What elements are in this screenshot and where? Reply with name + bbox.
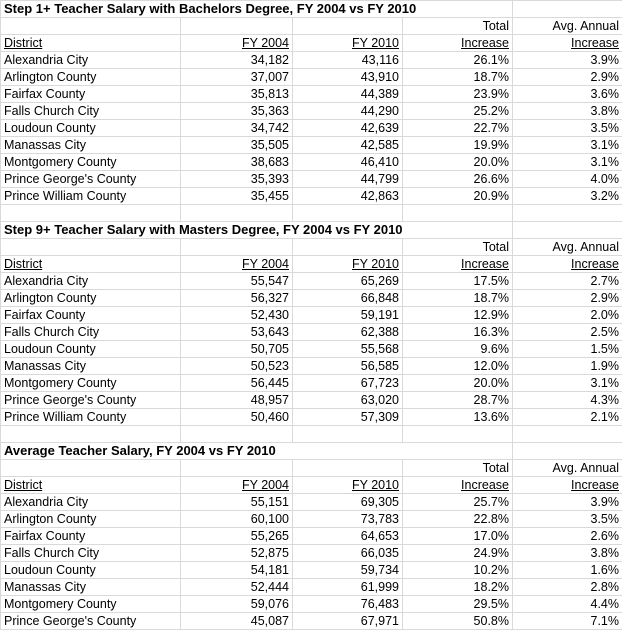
table-row xyxy=(1,358,622,375)
avg-increase-header[interactable]: Increase xyxy=(513,477,622,494)
fy2004-cell[interactable]: 34,182 xyxy=(181,52,293,69)
empty-cell[interactable] xyxy=(403,426,513,443)
fy2004-header[interactable]: FY 2004 xyxy=(181,35,293,52)
header-top-row xyxy=(1,239,622,256)
district-cell[interactable]: Alexandria City xyxy=(1,52,181,69)
avg-increase-cell[interactable]: 4.0% xyxy=(513,171,622,188)
fy2010-cell[interactable]: 46,410 xyxy=(293,154,403,171)
fy2010-cell[interactable]: 42,863 xyxy=(293,188,403,205)
header-top-row xyxy=(1,18,622,35)
district-cell[interactable]: Montgomery County xyxy=(1,375,181,392)
increase-cell[interactable]: 10.2% xyxy=(403,562,513,579)
table-row xyxy=(1,52,622,69)
fy2004-header[interactable]: FY 2004 xyxy=(181,256,293,273)
empty-cell[interactable] xyxy=(181,18,293,35)
increase-cell[interactable]: 20.0% xyxy=(403,375,513,392)
district-header[interactable]: District xyxy=(1,256,181,273)
empty-cell[interactable] xyxy=(293,18,403,35)
district-cell[interactable]: Manassas City xyxy=(1,579,181,596)
column-header-row xyxy=(1,477,622,494)
avg-increase-cell[interactable]: 4.4% xyxy=(513,596,622,613)
table-row xyxy=(1,86,622,103)
fy2010-cell[interactable]: 57,309 xyxy=(293,409,403,426)
district-cell[interactable]: Montgomery County xyxy=(1,596,181,613)
fy2004-cell[interactable]: 48,957 xyxy=(181,392,293,409)
fy2010-cell[interactable]: 61,999 xyxy=(293,579,403,596)
table-row xyxy=(1,290,622,307)
fy2010-cell[interactable]: 56,585 xyxy=(293,358,403,375)
increase-cell[interactable]: 18.7% xyxy=(403,290,513,307)
increase-cell[interactable]: 12.0% xyxy=(403,358,513,375)
increase-cell[interactable]: 25.7% xyxy=(403,494,513,511)
avg-increase-header[interactable]: Increase xyxy=(513,35,622,52)
district-cell[interactable]: Arlington County xyxy=(1,69,181,86)
district-cell[interactable]: Manassas City xyxy=(1,137,181,154)
empty-cell[interactable] xyxy=(513,443,622,460)
empty-cell[interactable] xyxy=(293,205,403,222)
fy2004-cell[interactable]: 56,327 xyxy=(181,290,293,307)
empty-cell[interactable] xyxy=(181,205,293,222)
empty-cell[interactable] xyxy=(513,222,622,239)
fy2010-cell[interactable]: 44,290 xyxy=(293,103,403,120)
table-row xyxy=(1,103,622,120)
empty-cell[interactable] xyxy=(1,460,181,477)
table-row xyxy=(1,171,622,188)
increase-header[interactable]: Increase xyxy=(403,35,513,52)
district-cell[interactable]: Fairfax County xyxy=(1,528,181,545)
avg-annual-label[interactable]: Avg. Annual xyxy=(513,18,622,35)
avg-increase-cell[interactable]: 3.2% xyxy=(513,188,622,205)
empty-cell[interactable] xyxy=(181,426,293,443)
district-cell[interactable]: Loudoun County xyxy=(1,341,181,358)
fy2004-cell[interactable]: 35,393 xyxy=(181,171,293,188)
avg-increase-cell[interactable]: 2.5% xyxy=(513,324,622,341)
avg-increase-cell[interactable]: 3.9% xyxy=(513,494,622,511)
avg-increase-cell[interactable]: 3.8% xyxy=(513,103,622,120)
fy2004-cell[interactable]: 56,445 xyxy=(181,375,293,392)
fy2004-cell[interactable]: 35,813 xyxy=(181,86,293,103)
column-header-row xyxy=(1,35,622,52)
table-row xyxy=(1,307,622,324)
empty-cell[interactable] xyxy=(181,460,293,477)
header-top-row xyxy=(1,460,622,477)
increase-header[interactable]: Increase xyxy=(403,256,513,273)
empty-cell[interactable] xyxy=(1,426,181,443)
fy2004-cell[interactable]: 55,151 xyxy=(181,494,293,511)
total-label[interactable]: Total xyxy=(403,239,513,256)
increase-cell[interactable]: 22.8% xyxy=(403,511,513,528)
increase-cell[interactable]: 9.6% xyxy=(403,341,513,358)
avg-increase-cell[interactable]: 3.5% xyxy=(513,120,622,137)
increase-cell[interactable]: 28.7% xyxy=(403,392,513,409)
fy2010-cell[interactable]: 62,388 xyxy=(293,324,403,341)
increase-cell[interactable]: 23.9% xyxy=(403,86,513,103)
table-row xyxy=(1,120,622,137)
fy2004-cell[interactable]: 50,460 xyxy=(181,409,293,426)
table-row xyxy=(1,341,622,358)
blank-row xyxy=(1,205,622,222)
district-cell[interactable]: Loudoun County xyxy=(1,120,181,137)
fy2010-header[interactable]: FY 2010 xyxy=(293,35,403,52)
fy2004-cell[interactable]: 35,363 xyxy=(181,103,293,120)
increase-cell[interactable]: 18.7% xyxy=(403,69,513,86)
increase-cell[interactable]: 22.7% xyxy=(403,120,513,137)
column-header-row xyxy=(1,256,622,273)
fy2004-cell[interactable]: 60,100 xyxy=(181,511,293,528)
fy2004-cell[interactable]: 53,643 xyxy=(181,324,293,341)
spreadsheet-body xyxy=(1,1,622,630)
fy2004-cell[interactable]: 35,455 xyxy=(181,188,293,205)
table-row xyxy=(1,545,622,562)
increase-cell[interactable]: 16.3% xyxy=(403,324,513,341)
empty-cell[interactable] xyxy=(293,460,403,477)
table-row xyxy=(1,69,622,86)
fy2004-cell[interactable]: 38,683 xyxy=(181,154,293,171)
district-cell[interactable]: Prince George's County xyxy=(1,171,181,188)
avg-increase-cell[interactable]: 3.6% xyxy=(513,86,622,103)
avg-annual-label[interactable]: Avg. Annual xyxy=(513,460,622,477)
section-title-row xyxy=(1,1,622,18)
increase-header[interactable]: Increase xyxy=(403,477,513,494)
increase-cell[interactable]: 20.9% xyxy=(403,188,513,205)
empty-cell[interactable] xyxy=(403,205,513,222)
district-cell[interactable]: Prince George's County xyxy=(1,392,181,409)
district-cell[interactable]: Alexandria City xyxy=(1,273,181,290)
total-label[interactable]: Total xyxy=(403,460,513,477)
empty-cell[interactable] xyxy=(513,426,622,443)
fy2010-cell[interactable]: 66,848 xyxy=(293,290,403,307)
empty-cell[interactable] xyxy=(1,18,181,35)
table-row xyxy=(1,137,622,154)
fy2004-cell[interactable]: 54,181 xyxy=(181,562,293,579)
fy2010-cell[interactable]: 42,639 xyxy=(293,120,403,137)
avg-annual-label[interactable]: Avg. Annual xyxy=(513,239,622,256)
fy2010-cell[interactable]: 64,653 xyxy=(293,528,403,545)
fy2010-cell[interactable]: 73,783 xyxy=(293,511,403,528)
fy2004-cell[interactable]: 59,076 xyxy=(181,596,293,613)
empty-cell[interactable] xyxy=(293,426,403,443)
avg-increase-cell[interactable]: 2.6% xyxy=(513,528,622,545)
district-header[interactable]: District xyxy=(1,35,181,52)
section-title-row xyxy=(1,443,622,460)
fy2010-cell[interactable]: 59,191 xyxy=(293,307,403,324)
table-row xyxy=(1,579,622,596)
avg-increase-cell[interactable]: 2.9% xyxy=(513,290,622,307)
empty-cell[interactable] xyxy=(181,239,293,256)
table-row xyxy=(1,409,622,426)
fy2010-cell[interactable]: 66,035 xyxy=(293,545,403,562)
avg-increase-cell[interactable]: 2.0% xyxy=(513,307,622,324)
fy2004-cell[interactable]: 52,430 xyxy=(181,307,293,324)
table-row xyxy=(1,154,622,171)
empty-cell[interactable] xyxy=(513,1,622,18)
fy2010-cell[interactable]: 63,020 xyxy=(293,392,403,409)
district-cell[interactable]: Montgomery County xyxy=(1,154,181,171)
fy2010-cell[interactable]: 55,568 xyxy=(293,341,403,358)
fy2010-cell[interactable]: 65,269 xyxy=(293,273,403,290)
district-cell[interactable]: Arlington County xyxy=(1,511,181,528)
district-cell[interactable]: Prince William County xyxy=(1,409,181,426)
table-row xyxy=(1,375,622,392)
avg-increase-cell[interactable]: 3.1% xyxy=(513,137,622,154)
empty-cell[interactable] xyxy=(1,205,181,222)
blank-row xyxy=(1,426,622,443)
increase-cell[interactable]: 18.2% xyxy=(403,579,513,596)
fy2004-cell[interactable]: 55,547 xyxy=(181,273,293,290)
avg-increase-cell[interactable]: 2.9% xyxy=(513,69,622,86)
fy2010-cell[interactable]: 44,389 xyxy=(293,86,403,103)
fy2004-cell[interactable]: 52,875 xyxy=(181,545,293,562)
avg-increase-cell[interactable]: 2.8% xyxy=(513,579,622,596)
district-cell[interactable]: Falls Church City xyxy=(1,103,181,120)
empty-cell[interactable] xyxy=(1,239,181,256)
increase-cell[interactable]: 26.6% xyxy=(403,171,513,188)
fy2010-cell[interactable]: 59,734 xyxy=(293,562,403,579)
fy2010-header[interactable]: FY 2010 xyxy=(293,477,403,494)
empty-cell[interactable] xyxy=(293,239,403,256)
avg-increase-cell[interactable]: 1.9% xyxy=(513,358,622,375)
total-label[interactable]: Total xyxy=(403,18,513,35)
section-title[interactable]: Step 1+ Teacher Salary with Bachelors Degree, FY 2004 vs FY 2010 xyxy=(1,1,513,18)
table-row xyxy=(1,596,622,613)
table-row xyxy=(1,324,622,341)
increase-cell[interactable]: 29.5% xyxy=(403,596,513,613)
increase-cell[interactable]: 17.0% xyxy=(403,528,513,545)
section-title-row xyxy=(1,222,622,239)
district-cell[interactable]: Fairfax County xyxy=(1,307,181,324)
table-row xyxy=(1,613,622,630)
fy2004-header[interactable]: FY 2004 xyxy=(181,477,293,494)
increase-cell[interactable]: 20.0% xyxy=(403,154,513,171)
fy2010-cell[interactable]: 43,116 xyxy=(293,52,403,69)
fy2004-cell[interactable]: 50,705 xyxy=(181,341,293,358)
fy2010-cell[interactable]: 69,305 xyxy=(293,494,403,511)
fy2010-cell[interactable]: 43,910 xyxy=(293,69,403,86)
section-title[interactable]: Average Teacher Salary, FY 2004 vs FY 2010 xyxy=(1,443,513,460)
avg-increase-cell[interactable]: 3.5% xyxy=(513,511,622,528)
fy2004-cell[interactable]: 35,505 xyxy=(181,137,293,154)
fy2004-cell[interactable]: 50,523 xyxy=(181,358,293,375)
fy2004-cell[interactable]: 52,444 xyxy=(181,579,293,596)
increase-cell[interactable]: 25.2% xyxy=(403,103,513,120)
table-row xyxy=(1,528,622,545)
fy2010-cell[interactable]: 42,585 xyxy=(293,137,403,154)
avg-increase-cell[interactable]: 2.7% xyxy=(513,273,622,290)
avg-increase-cell[interactable]: 3.1% xyxy=(513,154,622,171)
fy2010-cell[interactable]: 67,723 xyxy=(293,375,403,392)
table-row xyxy=(1,511,622,528)
fy2004-cell[interactable]: 37,007 xyxy=(181,69,293,86)
increase-cell[interactable]: 13.6% xyxy=(403,409,513,426)
district-cell[interactable]: Manassas City xyxy=(1,358,181,375)
avg-increase-cell[interactable]: 3.1% xyxy=(513,375,622,392)
avg-increase-cell[interactable]: 3.9% xyxy=(513,52,622,69)
empty-cell[interactable] xyxy=(513,205,622,222)
fy2004-cell[interactable]: 45,087 xyxy=(181,613,293,630)
district-cell[interactable]: Falls Church City xyxy=(1,545,181,562)
table-row xyxy=(1,273,622,290)
table-row xyxy=(1,392,622,409)
avg-increase-cell[interactable]: 1.6% xyxy=(513,562,622,579)
increase-cell[interactable]: 24.9% xyxy=(403,545,513,562)
avg-increase-cell[interactable]: 7.1% xyxy=(513,613,622,630)
district-cell[interactable]: Fairfax County xyxy=(1,86,181,103)
district-cell[interactable]: Prince William County xyxy=(1,188,181,205)
increase-cell[interactable]: 12.9% xyxy=(403,307,513,324)
avg-increase-cell[interactable]: 4.3% xyxy=(513,392,622,409)
avg-increase-cell[interactable]: 3.8% xyxy=(513,545,622,562)
district-header[interactable]: District xyxy=(1,477,181,494)
increase-cell[interactable]: 26.1% xyxy=(403,52,513,69)
fy2010-cell[interactable]: 76,483 xyxy=(293,596,403,613)
section-title[interactable]: Step 9+ Teacher Salary with Masters Degree, FY 2004 vs FY 2010 xyxy=(1,222,513,239)
fy2010-header[interactable]: FY 2010 xyxy=(293,256,403,273)
table-row xyxy=(1,494,622,511)
fy2004-cell[interactable]: 55,265 xyxy=(181,528,293,545)
increase-cell[interactable]: 50.8% xyxy=(403,613,513,630)
avg-increase-header[interactable]: Increase xyxy=(513,256,622,273)
district-cell[interactable]: Arlington County xyxy=(1,290,181,307)
district-cell[interactable]: Prince George's County xyxy=(1,613,181,630)
fy2004-cell[interactable]: 34,742 xyxy=(181,120,293,137)
fy2010-cell[interactable]: 67,971 xyxy=(293,613,403,630)
avg-increase-cell[interactable]: 2.1% xyxy=(513,409,622,426)
table-row xyxy=(1,188,622,205)
district-cell[interactable]: Loudoun County xyxy=(1,562,181,579)
increase-cell[interactable]: 17.5% xyxy=(403,273,513,290)
district-cell[interactable]: Falls Church City xyxy=(1,324,181,341)
avg-increase-cell[interactable]: 1.5% xyxy=(513,341,622,358)
fy2010-cell[interactable]: 44,799 xyxy=(293,171,403,188)
table-row xyxy=(1,562,622,579)
district-cell[interactable]: Alexandria City xyxy=(1,494,181,511)
increase-cell[interactable]: 19.9% xyxy=(403,137,513,154)
